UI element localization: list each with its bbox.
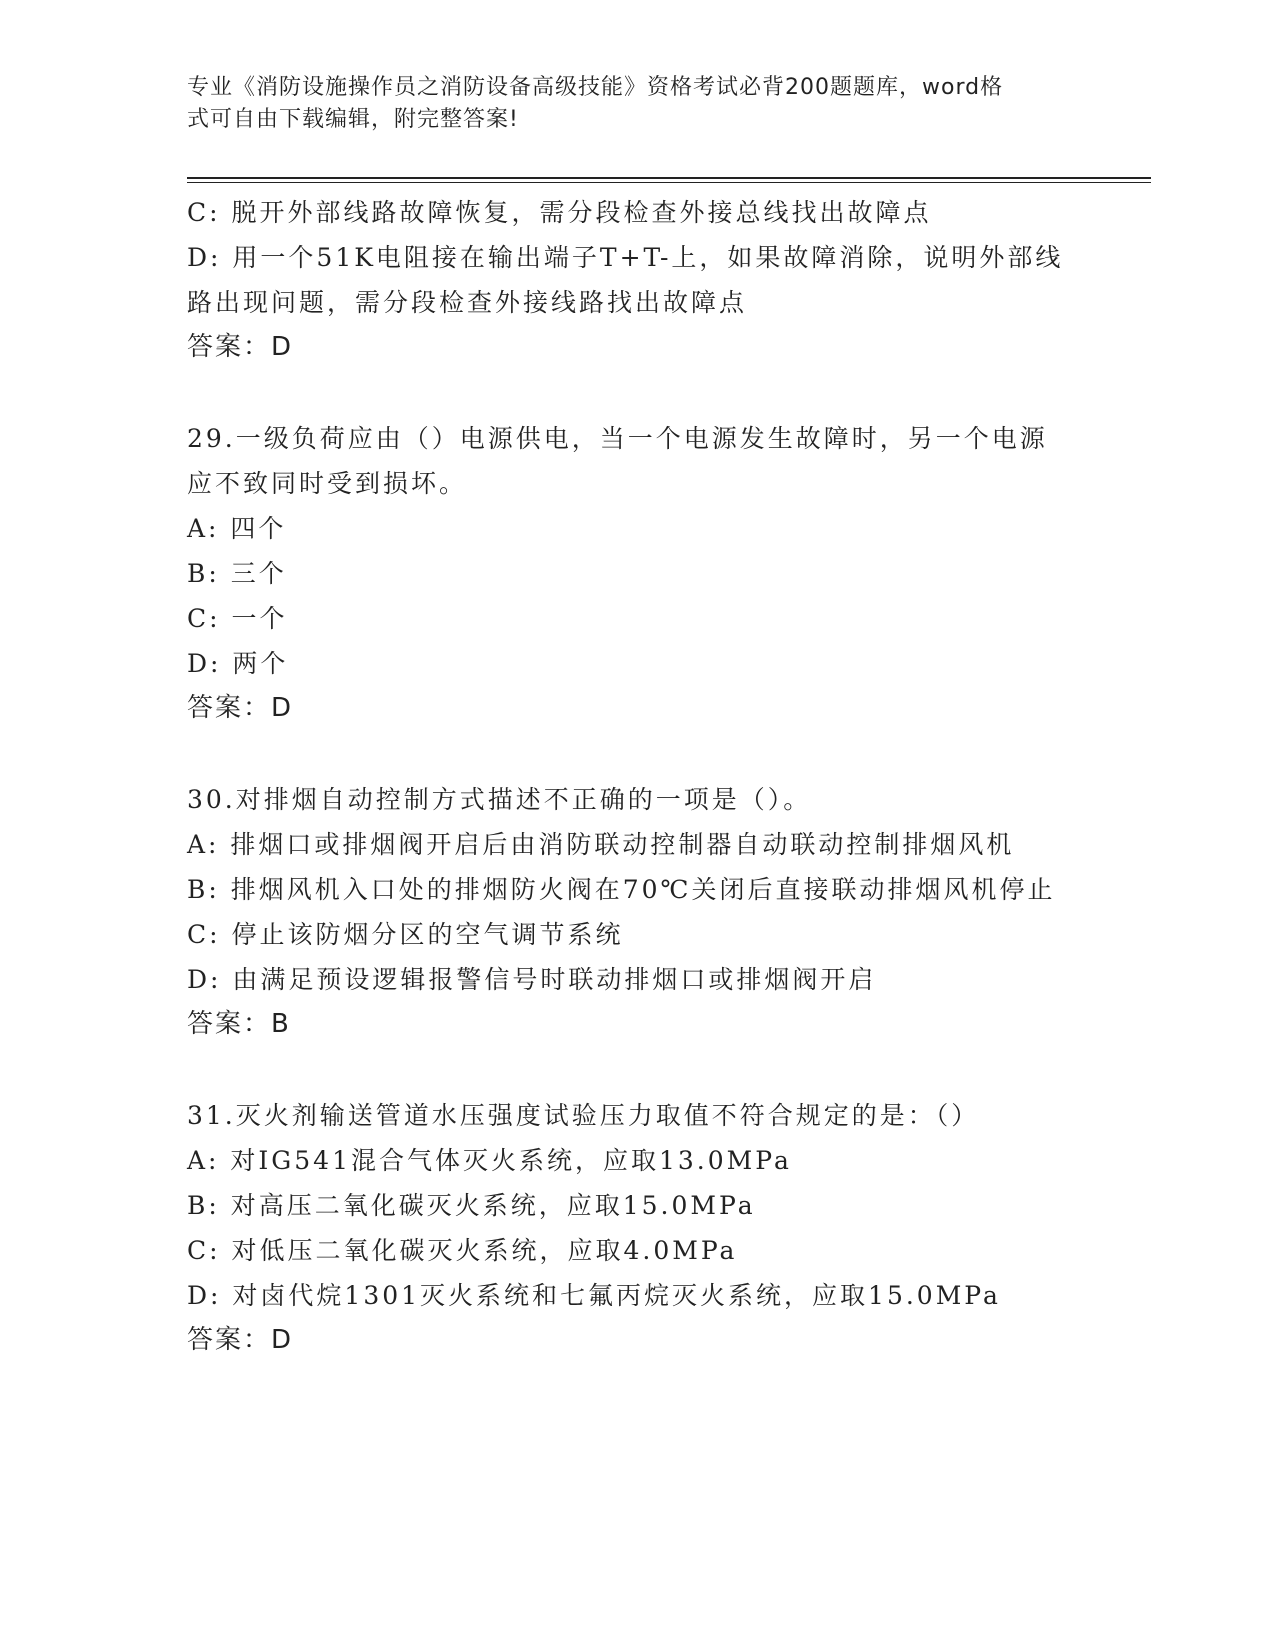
- option-a: A: 四个: [187, 514, 287, 543]
- option-b: B: 三个: [187, 559, 287, 588]
- header-divider-thin: [187, 182, 1151, 183]
- answer: 答案：D: [187, 332, 294, 362]
- option-c: C: 对低压二氧化碳灭火系统，应取4.0MPa: [187, 1236, 738, 1265]
- header-divider-thick: [187, 177, 1151, 179]
- option-d: D: 对卤代烷1301灭火系统和七氟丙烷灭火系统，应取15.0MPa: [187, 1281, 1001, 1310]
- option-a: A: 排烟口或排烟阀开启后由消防联动控制器自动联动控制排烟风机: [187, 830, 1015, 859]
- option-a: A: 对IG541混合气体灭火系统，应取13.0MPa: [187, 1146, 792, 1175]
- question-31: [187, 1093, 1087, 1363]
- answer: 答案：B: [187, 1009, 291, 1039]
- question-30: [187, 777, 1087, 1047]
- option-b: B: 排烟风机入口处的排烟防火阀在70℃关闭后直接联动排烟风机停止: [187, 875, 1056, 904]
- question-stem-line-2: 应不致同时受到损坏。: [187, 469, 468, 498]
- question-stem-line-1: 30.对排烟自动控制方式描述不正确的一项是（）。: [187, 785, 812, 814]
- option-c: C: 一个: [187, 604, 288, 633]
- option-d: D: 由满足预设逻辑报警信号时联动排烟口或排烟阀开启: [187, 965, 877, 994]
- question-28-continued: [187, 190, 1087, 370]
- option-b: B: 对高压二氧化碳灭火系统，应取15.0MPa: [187, 1191, 756, 1220]
- option-d-line-2: 路出现问题，需分段检查外接线路找出故障点: [187, 288, 748, 317]
- option-d-line-1: D: 用一个51K电阻接在输出端子T+T-上，如果故障消除，说明外部线: [187, 243, 1064, 272]
- answer: 答案：D: [187, 1325, 294, 1355]
- option-d: D: 两个: [187, 649, 289, 678]
- header-line-2: 式可自由下载编辑，附完整答案!: [187, 107, 519, 132]
- answer: 答案：D: [187, 693, 294, 723]
- question-stem-line-1: 29.一级负荷应由（）电源供电，当一个电源发生故障时，另一个电源: [187, 424, 1048, 453]
- question-list: [187, 190, 1087, 1363]
- document-header: [187, 72, 1067, 136]
- option-c: C: 停止该防烟分区的空气调节系统: [187, 920, 624, 949]
- header-line-1: 专业《消防设施操作员之消防设备高级技能》资格考试必背200题题库，word格: [187, 75, 1004, 100]
- option-c: C: 脱开外部线路故障恢复，需分段检查外接总线找出故障点: [187, 198, 932, 227]
- question-29: [187, 416, 1087, 731]
- question-stem-line-1: 31.灭火剂输送管道水压强度试验压力取值不符合规定的是：（）: [187, 1101, 980, 1130]
